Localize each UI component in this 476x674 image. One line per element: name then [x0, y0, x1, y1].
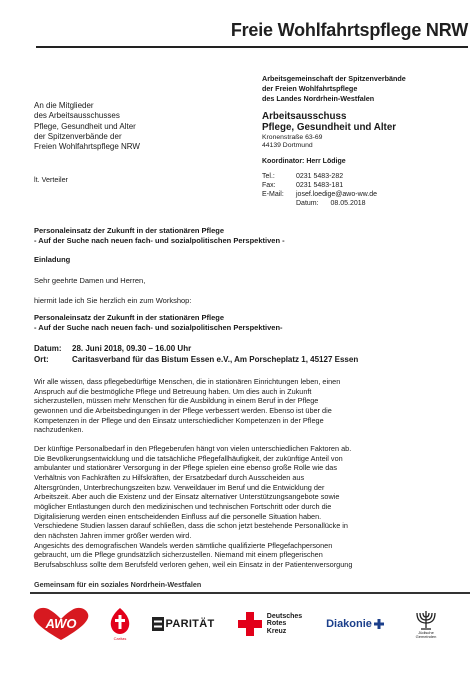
footer-title: Gemeinsam für ein soziales Nordrhein-Westfalen [34, 580, 202, 589]
paragraph-line: Anspruch auf die bestmögliche Pflege und Betreuung haben. Um dies auch in Zukunft [34, 386, 312, 396]
distribution-note: lt. Verteiler [34, 175, 68, 184]
contact-value: 0231 5483-181 [296, 182, 344, 189]
email-link[interactable]: josef.loedige@awo-ww.de [296, 191, 378, 198]
committee-line: Pflege, Gesundheit und Alter [262, 122, 397, 133]
committee-name [262, 111, 396, 133]
recipient-line: Pflege, Gesundheit und Alter [34, 121, 136, 131]
event-date-value: 28. Juni 2018, 09.30 – 16.00 Uhr [72, 344, 192, 353]
paragraph-line: Digitalisierung werden einen entscheidenden Einfluss auf die personelle Situation haben. [34, 511, 322, 521]
event-date-label: Datum: [34, 344, 62, 353]
paragraph-line: Wir alle wissen, dass pflegebedürftige Menschen, die in stationären Einrichtungen leben, einen [34, 377, 341, 386]
paragraph-line: Der künftige Personalbedarf in den Pflegeberufen hängt von vielen unterschiedlichen Faktoren ab. [34, 444, 352, 453]
contact-value: 0231 5483-282 [296, 173, 344, 180]
committee-line: Arbeitsausschuss [262, 111, 347, 122]
diakonie-logo [316, 604, 394, 644]
arbeitsgemeinschaft-line: des Landes Nordrhein-Westfalen [262, 94, 375, 103]
street: Kronenstraße 63-69 [262, 134, 323, 141]
workshop-line: - Auf der Suche nach neuen fach- und sozialpolitischen Perspektiven- [34, 322, 283, 332]
event-place-label: Ort: [34, 354, 49, 364]
drk-logo [230, 604, 310, 644]
recipient-line: der Spitzenverbände der [34, 131, 122, 141]
recipient-line: des Arbeitsausschusses [34, 111, 120, 121]
recipient-address [34, 101, 234, 152]
contact-row-email [262, 190, 377, 199]
drk-logo-text [267, 613, 302, 636]
subject-line: - Auf der Suche nach neuen fach- und sozialpolitischen Perspektiven - [34, 235, 285, 245]
awo-heart-icon [30, 606, 92, 642]
drk-line: Rotes [266, 620, 287, 628]
contact-label: Fax: [262, 182, 276, 189]
menorah-icon [413, 609, 439, 631]
paragraph-line: Die Bevölkerungsentwicklung und die tatsächliche Pflegefallhäufigkeit, der zukünftige Anteil von [34, 453, 343, 463]
date-label: Datum: [296, 200, 319, 207]
contact-row-phone [262, 172, 377, 181]
paritaet-logo [146, 604, 220, 644]
paragraph-line: gewonnen und die Arbeitsbedingungen in der Pflege verbessert werden. Ebenso ist über die [34, 405, 332, 415]
intro-text: hiermit lade ich Sie herzlich ein zum Workshop: [34, 296, 192, 305]
red-cross-icon [238, 612, 262, 636]
salutation: Sehr geehrte Damen und Herren, [34, 276, 146, 285]
contact-row-fax [262, 181, 377, 190]
contact-label: Tel.: [262, 173, 275, 180]
contact-block [262, 172, 377, 199]
paragraph-line: Verschiedene Studien lassen darauf schließen, dass die schon jetzt bestehende Personallücke in [34, 521, 348, 531]
diakonie-cross-icon [374, 619, 384, 629]
arbeitsgemeinschaft-line: der Freien Wohlfahrtspflege [262, 84, 358, 93]
invitation-heading: Einladung [34, 255, 71, 264]
date-value: 08.05.2018 [330, 200, 366, 207]
subject-line: Personaleinsatz der Zukunft in der stationären Pflege [34, 226, 225, 235]
committee-address [262, 134, 322, 150]
paragraph-line: Arbeitszeit. Aber auch die Existenz und der Einsatz alternativer Unterstützungsangebote sowie [34, 492, 340, 502]
paragraph-line: den nächsten Jahren immer größer werden wird. [34, 530, 192, 540]
caritas-logo-text: Caritas [113, 636, 127, 641]
paritaet-logo-text: PARITÄT [165, 618, 215, 630]
paragraph-line: nachzudenken. [34, 425, 84, 435]
awo-logo [30, 604, 92, 644]
drk-line: Kreuz [266, 627, 287, 635]
event-place-row [34, 355, 358, 366]
drk-line: Deutsches [266, 612, 303, 620]
juedische-line: Gemeinden [415, 634, 437, 639]
juedische-gemeinden-logo [404, 604, 448, 644]
paragraph-line: Kompetenzen in der Pflege und den Einsatz unterschiedlicher Kompetenzen in der Pflege [34, 415, 324, 425]
paragraph-line: ambulanter und stationärer Versorgung in der Pflege spielen eine ebenso große Rolle wie das [34, 463, 338, 473]
paragraph-1 [34, 377, 450, 435]
subject [34, 226, 454, 245]
awo-logo-text: AWO [45, 616, 77, 631]
paritaet-equals-icon [152, 617, 164, 631]
city: 44139 Dortmund [262, 142, 313, 149]
paragraph-line: möglicher Entlastungen durch den medizinischen und technischen Fortschritt oder durch die [34, 501, 332, 511]
contact-label: E-Mail: [262, 191, 284, 198]
paragraph-line: Berufsabschluss sollte dem Berufsfeld verloren gehen, weil ein Einsatz in der Patientenversorgung [34, 559, 353, 569]
event-details [34, 344, 358, 365]
paragraph-line: gebraucht, um die Pflege grundsätzlich sicherzustellen. Niemand mit einem pflegerischen [34, 550, 323, 560]
event-place-value: Caritasverband für das Bistum Essen e.V., Am Porscheplatz 1, 45127 Essen [72, 354, 359, 364]
caritas-logo [106, 604, 134, 644]
paragraph-line: sicherzustellen, müssen mehr Menschen für die Ausbildung in einem Beruf in der Pflege [34, 396, 319, 406]
recipient-line: Freien Wohlfahrtspflege NRW [34, 142, 140, 152]
paragraph-line: Angesichts des demografischen Wandels werden sämtliche qualifizierte Pflegefachpersonen [34, 540, 333, 550]
header-divider [36, 46, 468, 48]
coordinator: Koordinator: Herr Lödige [262, 158, 346, 165]
paragraph-2 [34, 444, 450, 570]
diakonie-logo-text: Diakonie [326, 618, 372, 630]
paragraph-line: Altersgründen, Unterbrechungszeiten bzw. Verweildauer im Beruf und die Entwicklung der [34, 482, 325, 492]
event-date-row [34, 344, 358, 355]
recipient-line: An die Mitglieder [34, 101, 94, 110]
workshop-line: Personaleinsatz der Zukunft in der stationären Pflege [34, 313, 225, 322]
organization-title: Freie Wohlfahrtspflege NRW [230, 20, 468, 40]
juedische-logo-text [416, 631, 437, 640]
arbeitsgemeinschaft-line: Arbeitsgemeinschaft der Spitzenverbände [262, 74, 406, 83]
letter-date [296, 200, 366, 207]
caritas-flame-cross-icon [108, 607, 132, 635]
footer-divider [30, 592, 470, 594]
paragraph-line: Verhältnis von Fachkräften zu Hilfskräften, der Ersatzbedarf durch Ausscheiden aus [34, 472, 305, 482]
juedische-line: Jüdische [418, 629, 434, 635]
workshop-title [34, 313, 454, 332]
arbeitsgemeinschaft-block [262, 74, 472, 104]
